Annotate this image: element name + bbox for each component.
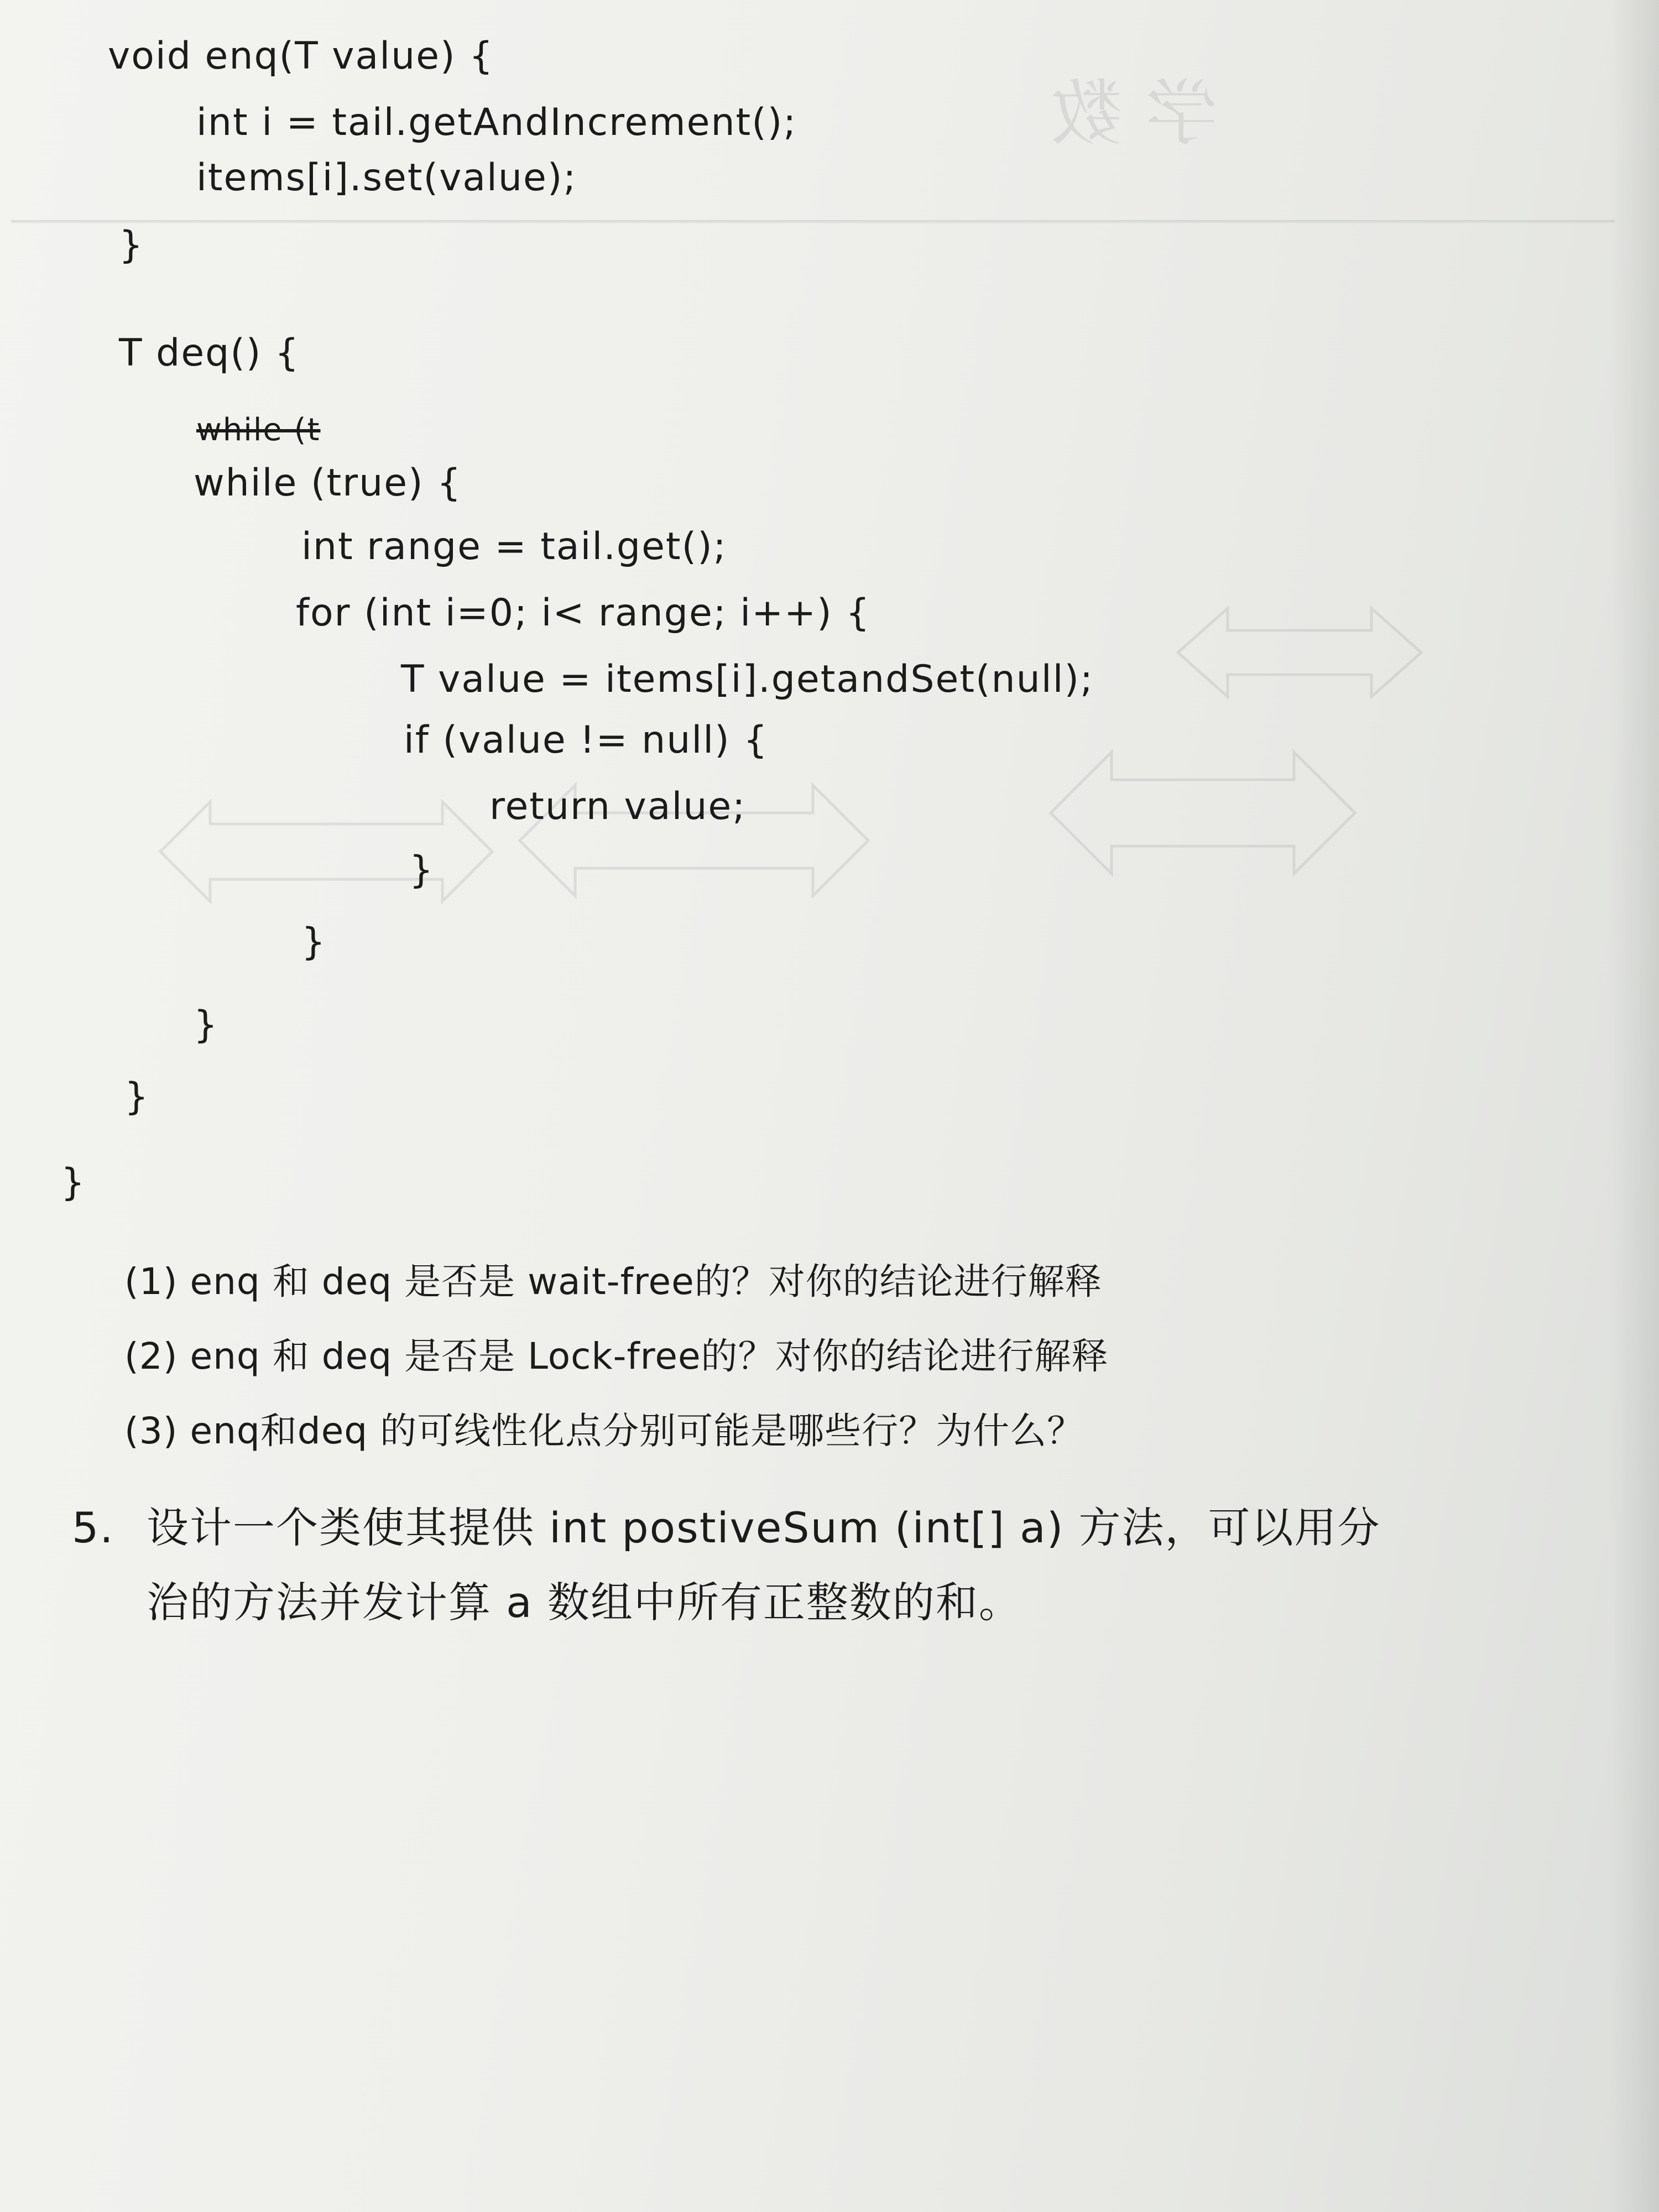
code-line-while-true: while (true) { [194, 461, 462, 505]
code-line-get-and-increment: int i = tail.getAndIncrement(); [196, 101, 797, 144]
code-brace-class-close: } [61, 1161, 86, 1204]
code-line-range: int range = tail.get(); [301, 525, 727, 568]
question-2-lock-free: (2) enq 和 deq 是否是 Lock-free的？对你的结论进行解释 [124, 1335, 1109, 1378]
code-line-for-loop: for (int i=0; i< range; i++) { [296, 591, 871, 635]
question-1-wait-free: (1) enq 和 deq 是否是 wait-free的？对你的结论进行解释 [124, 1260, 1102, 1303]
code-line-items-set: items[i].set(value); [196, 156, 577, 200]
code-brace-deq-close: } [124, 1075, 150, 1119]
code-line-get-and-set: T value = items[i].getandSet(null); [401, 658, 1094, 701]
code-line-deq-signature: T deq() { [119, 331, 300, 375]
problem-5-number: 5. [72, 1503, 114, 1552]
code-line-if-not-null: if (value != null) { [404, 718, 769, 762]
code-line-return-value: return value; [489, 785, 747, 828]
code-brace-while-close: } [194, 1003, 219, 1047]
bleed-through-text: 学 数 [1051, 71, 1218, 155]
code-line-enq-signature: void enq(T value) { [108, 34, 494, 78]
problem-5-line-2: 治的方法并发计算 a 数组中所有正整数的和。 [147, 1578, 1022, 1627]
code-line-crossed-out: while (t [196, 412, 321, 448]
question-3-linearization-points: (3) enq和deq 的可线性化点分别可能是哪些行？为什么？ [124, 1410, 1084, 1452]
code-brace-if-close: } [409, 848, 435, 892]
code-brace-for-close: } [301, 920, 327, 964]
code-brace-enq-close: } [119, 223, 144, 267]
problem-5-line-1: 设计一个类使其提供 int postiveSum (int[] a) 方法，可以用分 [147, 1503, 1381, 1552]
